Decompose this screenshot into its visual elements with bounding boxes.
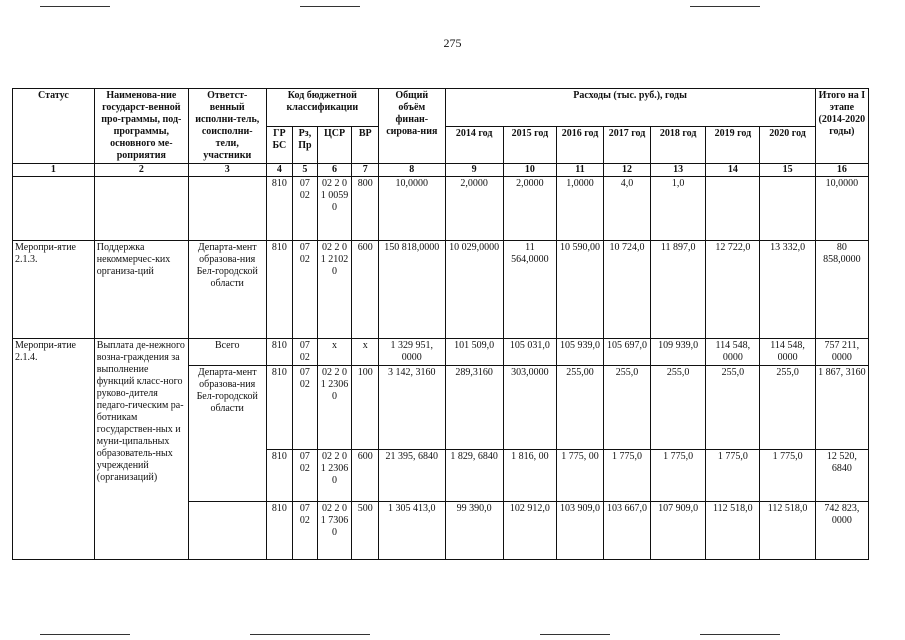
year-cell: 255,0 bbox=[651, 366, 706, 450]
column-number: 9 bbox=[445, 164, 503, 177]
year-cell: 102 912,0 bbox=[503, 502, 556, 560]
year-cell: 255,0 bbox=[706, 366, 760, 450]
year-cell bbox=[760, 177, 815, 241]
total-cell: 10,0000 bbox=[379, 177, 445, 241]
column-number: 6 bbox=[317, 164, 352, 177]
column-number: 7 bbox=[352, 164, 379, 177]
scan-rule-bottom bbox=[250, 634, 370, 635]
scan-rule-bottom bbox=[40, 634, 130, 635]
year-cell: 255,0 bbox=[760, 366, 815, 450]
scan-rule-top bbox=[40, 6, 110, 7]
column-number: 8 bbox=[379, 164, 445, 177]
header-budget-code: Код бюджетной классификации bbox=[266, 89, 379, 127]
year-cell: 289,3160 bbox=[445, 366, 503, 450]
name-cell: Выплата де-нежного возна-граждения за выполнение функций класс-ного руково-дителя педаго-гическим ра-ботникам государствен-ных и муни-ципальных образователь-ных учреждений (организаций) bbox=[94, 339, 188, 560]
column-number: 4 bbox=[266, 164, 293, 177]
scan-rule-bottom bbox=[540, 634, 610, 635]
itogo-cell: 12 520, 6840 bbox=[815, 450, 868, 502]
header-vr: ВР bbox=[352, 126, 379, 164]
column-number-row bbox=[13, 164, 869, 177]
total-cell: 1 305 413,0 bbox=[379, 502, 445, 560]
responsible-cell bbox=[188, 177, 266, 241]
csr-cell: 02 2 01 0059 0 bbox=[317, 177, 352, 241]
column-number: 1 bbox=[13, 164, 95, 177]
total-cell: 150 818,0000 bbox=[379, 241, 445, 339]
year-cell: 1 775,0 bbox=[760, 450, 815, 502]
column-number: 5 bbox=[293, 164, 318, 177]
itogo-cell: 10,0000 bbox=[815, 177, 868, 241]
responsible-cell: Всего bbox=[188, 339, 266, 366]
header-year: 2019 год bbox=[706, 126, 760, 164]
column-number: 12 bbox=[604, 164, 651, 177]
year-cell: 112 518,0 bbox=[760, 502, 815, 560]
csr-cell: 02 2 01 2306 0 bbox=[317, 366, 352, 450]
year-cell: 11 564,0000 bbox=[503, 241, 556, 339]
itogo-cell: 757 211, 0000 bbox=[815, 339, 868, 366]
grbs-cell: 810 bbox=[266, 366, 293, 450]
csr-cell: х bbox=[317, 339, 352, 366]
year-cell: 255,0 bbox=[604, 366, 651, 450]
status-cell bbox=[13, 177, 95, 241]
column-number: 3 bbox=[188, 164, 266, 177]
header-year: 2016 год bbox=[556, 126, 603, 164]
page-number: 275 bbox=[443, 36, 462, 50]
scan-rule-top bbox=[690, 6, 760, 7]
header-total: Общий объём финан-сирова-ния bbox=[379, 89, 445, 164]
header-status: Статус bbox=[13, 89, 95, 164]
table-row bbox=[13, 241, 869, 339]
year-cell: 255,00 bbox=[556, 366, 603, 450]
year-cell: 109 939,0 bbox=[651, 339, 706, 366]
status-cell: Меропри-ятие 2.1.3. bbox=[13, 241, 95, 339]
header-grbs: ГР БС bbox=[266, 126, 293, 164]
name-cell bbox=[94, 177, 188, 241]
total-cell: 21 395, 6840 bbox=[379, 450, 445, 502]
year-cell: 4,0 bbox=[604, 177, 651, 241]
itogo-cell: 742 823, 0000 bbox=[815, 502, 868, 560]
year-cell: 1 816, 00 bbox=[503, 450, 556, 502]
year-cell: 10 029,0000 bbox=[445, 241, 503, 339]
table-row bbox=[13, 177, 869, 241]
vr-cell: 800 bbox=[352, 177, 379, 241]
table-row bbox=[13, 339, 869, 366]
year-cell: 107 909,0 bbox=[651, 502, 706, 560]
column-number: 2 bbox=[94, 164, 188, 177]
header-rzpr: Рз, Пр bbox=[293, 126, 318, 164]
rzpr-cell: 07 02 bbox=[293, 450, 318, 502]
header-year: 2015 год bbox=[503, 126, 556, 164]
grbs-cell: 810 bbox=[266, 177, 293, 241]
year-cell: 103 909,0 bbox=[556, 502, 603, 560]
vr-cell: 600 bbox=[352, 241, 379, 339]
itogo-cell: 1 867, 3160 bbox=[815, 366, 868, 450]
csr-cell: 02 2 01 2306 0 bbox=[317, 450, 352, 502]
column-number: 10 bbox=[503, 164, 556, 177]
header-year: 2020 год bbox=[760, 126, 815, 164]
column-number: 15 bbox=[760, 164, 815, 177]
rzpr-cell: 07 02 bbox=[293, 177, 318, 241]
header-name: Наименова-ние государст-венной про-граммы, под-программы, основного ме-роприятия bbox=[94, 89, 188, 164]
header-csr: ЦСР bbox=[317, 126, 352, 164]
csr-cell: 02 2 01 2102 0 bbox=[317, 241, 352, 339]
header-year: 2014 год bbox=[445, 126, 503, 164]
year-cell: 11 897,0 bbox=[651, 241, 706, 339]
vr-cell: 500 bbox=[352, 502, 379, 560]
rzpr-cell: 07 02 bbox=[293, 366, 318, 450]
year-cell: 2,0000 bbox=[445, 177, 503, 241]
header-expenses: Расходы (тыс. руб.), годы bbox=[445, 89, 815, 127]
grbs-cell: 810 bbox=[266, 339, 293, 366]
rzpr-cell: 07 02 bbox=[293, 502, 318, 560]
year-cell: 105 697,0 bbox=[604, 339, 651, 366]
vr-cell: х bbox=[352, 339, 379, 366]
rzpr-cell: 07 02 bbox=[293, 339, 318, 366]
responsible-cell: Департа-мент образова-ния Бел-городской области bbox=[188, 366, 266, 502]
year-cell: 1 775, 00 bbox=[556, 450, 603, 502]
itogo-cell: 80 858,0000 bbox=[815, 241, 868, 339]
year-cell: 10 590,00 bbox=[556, 241, 603, 339]
rzpr-cell: 07 02 bbox=[293, 241, 318, 339]
year-cell: 1 775,0 bbox=[706, 450, 760, 502]
header-year: 2017 год bbox=[604, 126, 651, 164]
column-number: 16 bbox=[815, 164, 868, 177]
scan-rule-top bbox=[300, 6, 360, 7]
column-number: 11 bbox=[556, 164, 603, 177]
status-cell: Меропри-ятие 2.1.4. bbox=[13, 339, 95, 560]
header-itogo: Итого на I этапе (2014-2020 годы) bbox=[815, 89, 868, 164]
column-number: 14 bbox=[706, 164, 760, 177]
year-cell: 303,0000 bbox=[503, 366, 556, 450]
year-cell: 1 829, 6840 bbox=[445, 450, 503, 502]
header-responsible: Ответст-венный исполни-тель, соисполни-тели, участники bbox=[188, 89, 266, 164]
year-cell: 112 518,0 bbox=[706, 502, 760, 560]
total-cell: 1 329 951, 0000 bbox=[379, 339, 445, 366]
year-cell: 1 775,0 bbox=[651, 450, 706, 502]
year-cell bbox=[706, 177, 760, 241]
year-cell: 103 667,0 bbox=[604, 502, 651, 560]
year-cell: 105 031,0 bbox=[503, 339, 556, 366]
year-cell: 10 724,0 bbox=[604, 241, 651, 339]
budget-table bbox=[12, 88, 869, 560]
year-cell: 2,0000 bbox=[503, 177, 556, 241]
column-number: 13 bbox=[651, 164, 706, 177]
year-cell: 101 509,0 bbox=[445, 339, 503, 366]
year-cell: 13 332,0 bbox=[760, 241, 815, 339]
year-cell: 1 775,0 bbox=[604, 450, 651, 502]
total-cell: 3 142, 3160 bbox=[379, 366, 445, 450]
csr-cell: 02 2 01 7306 0 bbox=[317, 502, 352, 560]
year-cell: 114 548, 0000 bbox=[760, 339, 815, 366]
grbs-cell: 810 bbox=[266, 502, 293, 560]
year-cell: 12 722,0 bbox=[706, 241, 760, 339]
name-cell: Поддержка некоммерчес-ких организа-ций bbox=[94, 241, 188, 339]
scan-rule-bottom bbox=[700, 634, 780, 635]
year-cell: 1,0 bbox=[651, 177, 706, 241]
vr-cell: 600 bbox=[352, 450, 379, 502]
year-cell: 105 939,0 bbox=[556, 339, 603, 366]
year-cell: 114 548, 0000 bbox=[706, 339, 760, 366]
grbs-cell: 810 bbox=[266, 241, 293, 339]
responsible-cell: Департа-мент образова-ния Бел-городской области bbox=[188, 241, 266, 339]
vr-cell: 100 bbox=[352, 366, 379, 450]
year-cell: 1,0000 bbox=[556, 177, 603, 241]
header-year: 2018 год bbox=[651, 126, 706, 164]
responsible-cell bbox=[188, 502, 266, 560]
grbs-cell: 810 bbox=[266, 450, 293, 502]
year-cell: 99 390,0 bbox=[445, 502, 503, 560]
